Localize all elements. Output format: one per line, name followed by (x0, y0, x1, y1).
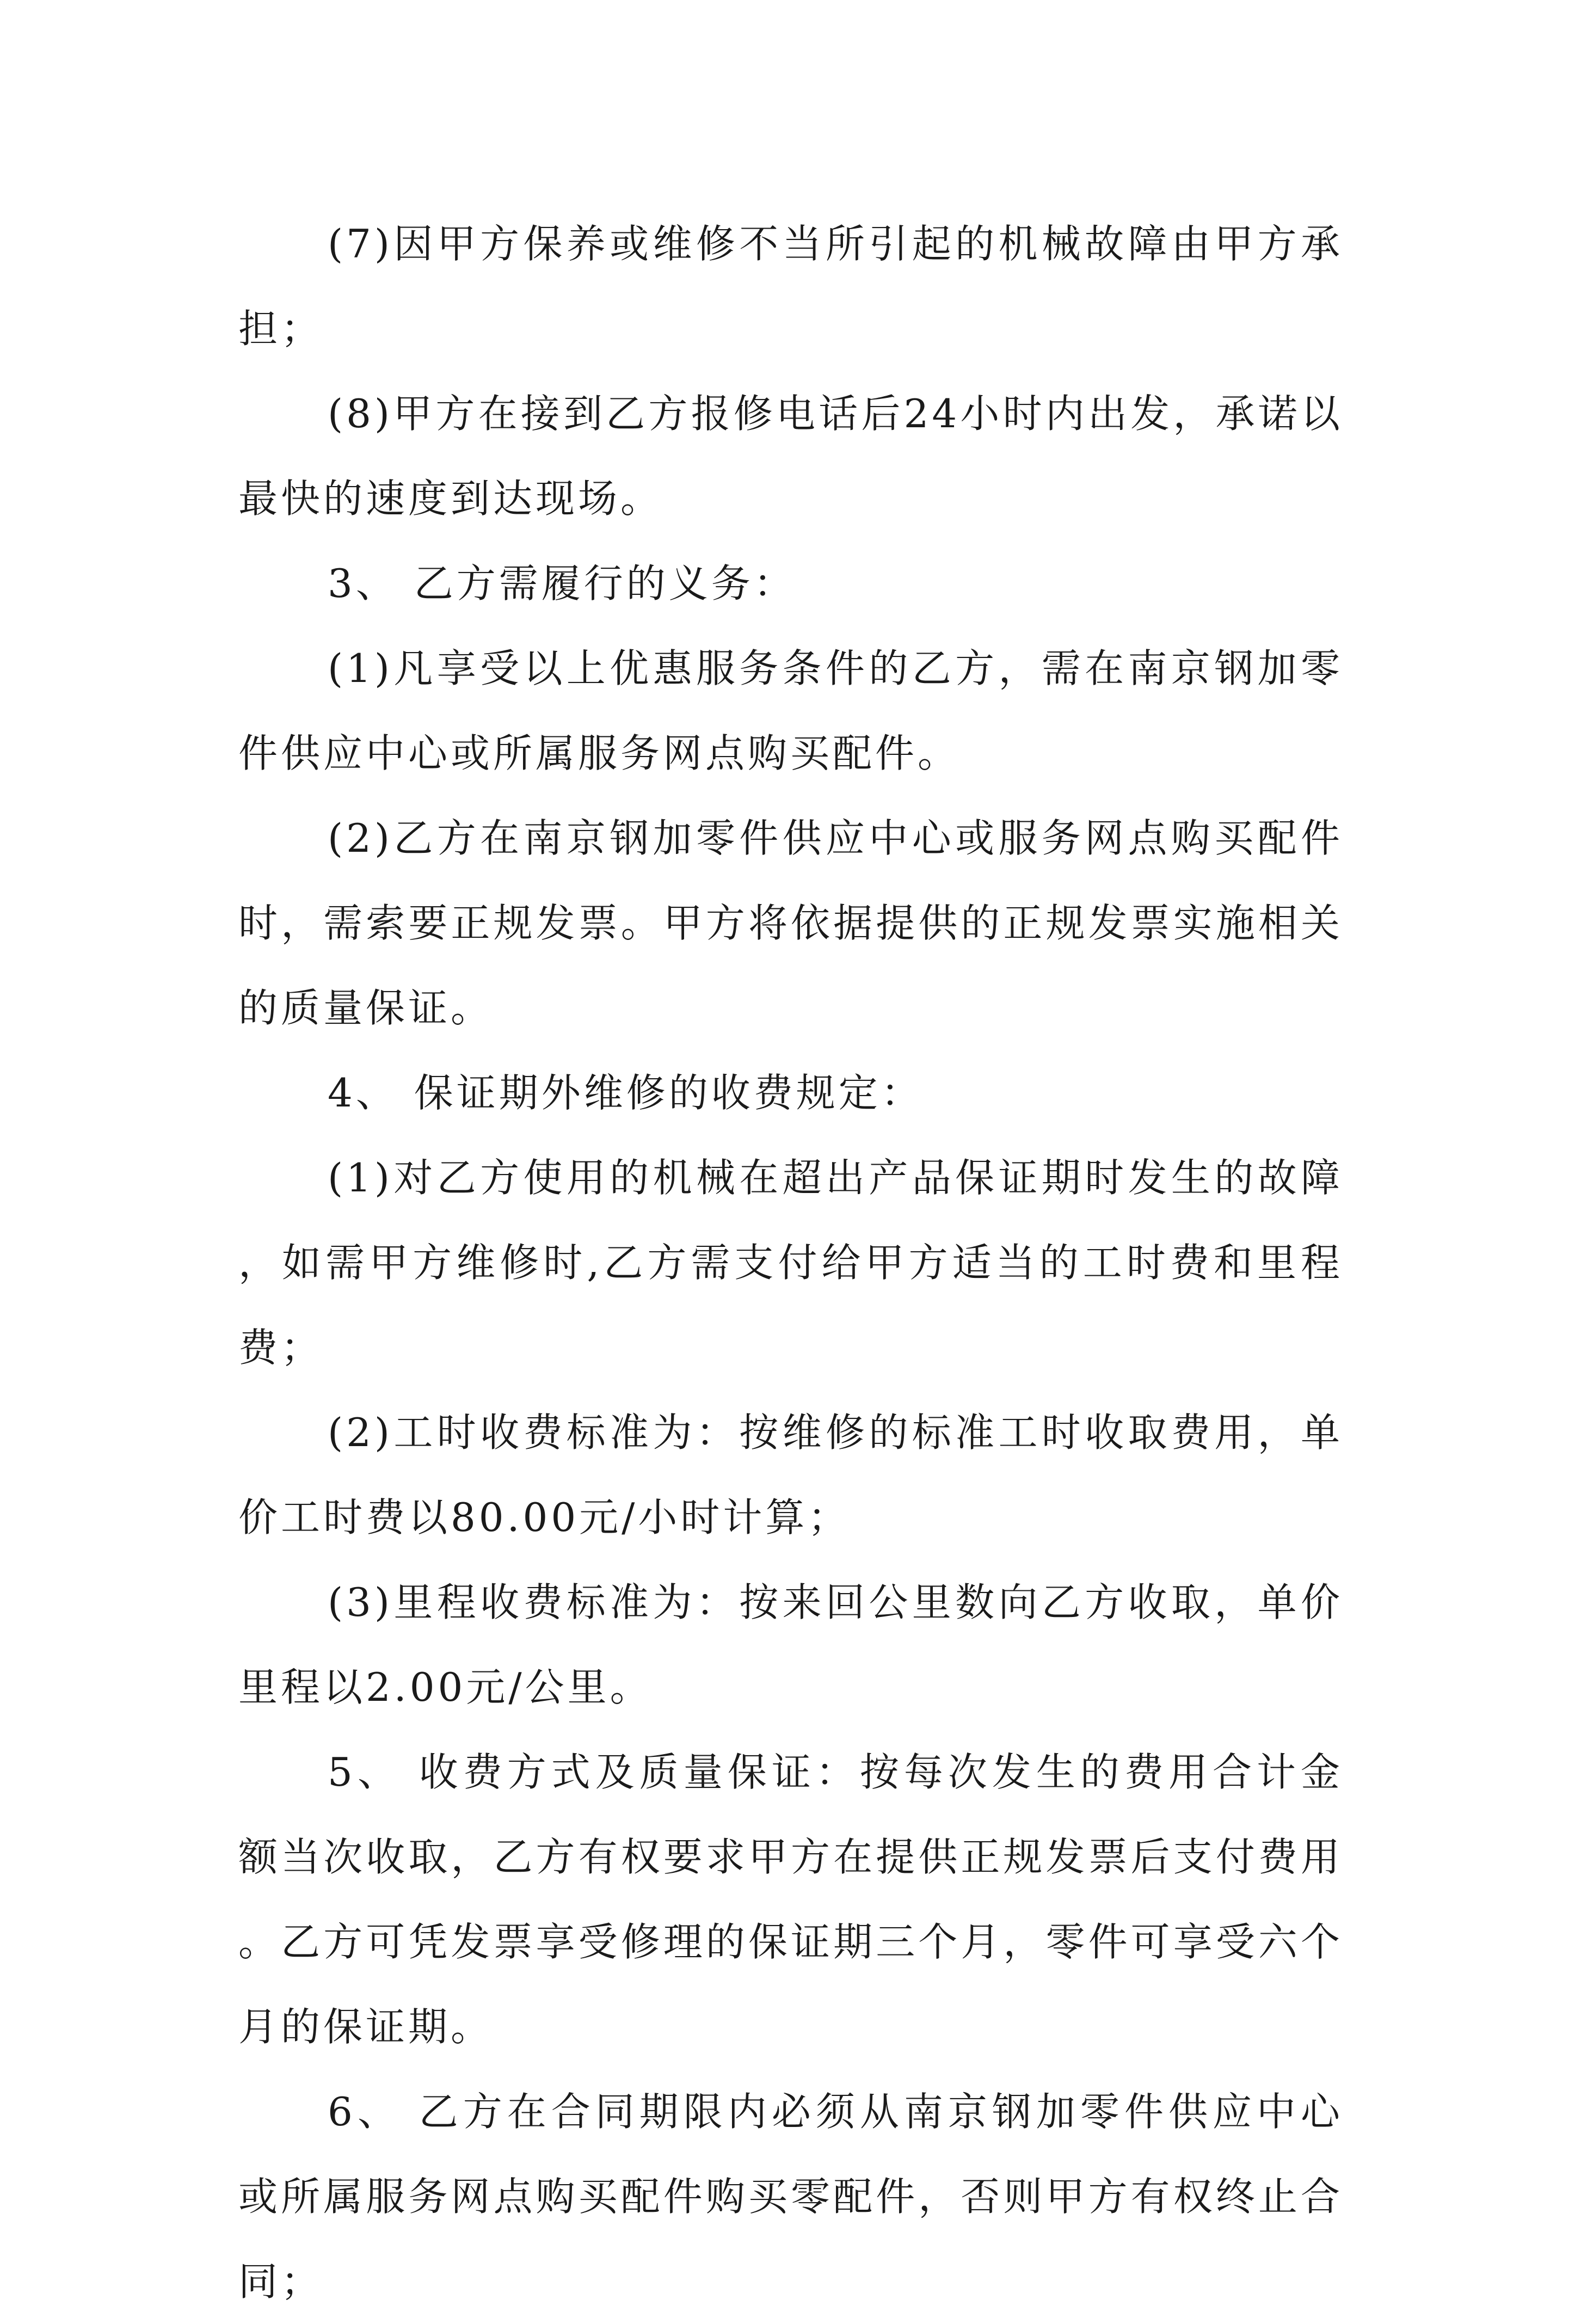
section-6-paragraph: 6、 乙方在合同期限内必须从南京钢加零件供应中心或所属服务网点购买配件购买零配件，否则甲方有权终止合同； (238, 2089, 1343, 2304)
paragraph-fee-3: (3)里程收费标准为：按来回公里数向乙方收取，单价里程以2.00元/公里。 (238, 1579, 1343, 1710)
paragraph-fee-2: (2)工时收费标准为：按维修的标准工时收取费用，单价工时费以80.00元/小时计算； (238, 1410, 1343, 1540)
section-5-paragraph: 5、 收费方式及质量保证：按每次发生的费用合计金额当次收取，乙方有权要求甲方在提供正规发票后支付费用。乙方可凭发票享受修理的保证期三个月，零件可享受六个月的保证期。 (238, 1749, 1343, 2050)
paragraph-fee-1: (1)对乙方使用的机械在超出产品保证期时发生的故障，如需甲方维修时,乙方需支付给甲方适当的工时费和里程费； (238, 1155, 1343, 1370)
section-4-heading: 4、 保证期外维修的收费规定： (328, 1070, 924, 1116)
document-body (238, 201, 1343, 2324)
paragraph-item-8: (8)甲方在接到乙方报修电话后24小时内出发，承诺以最快的速度到达现场。 (238, 391, 1343, 521)
paragraph-item-7: (7)因甲方保养或维修不当所引起的机械故障由甲方承担； (238, 221, 1343, 352)
paragraph-obligation-1: (1)凡享受以上优惠服务条件的乙方，需在南京钢加零件供应中心或所属服务网点购买配件。 (238, 645, 1343, 776)
paragraph-obligation-2: (2)乙方在南京钢加零件供应中心或服务网点购买配件时，需索要正规发票。甲方将依据提供的正规发票实施相关的质量保证。 (238, 815, 1343, 1031)
section-3-heading: 3、 乙方需履行的义务： (328, 561, 796, 606)
